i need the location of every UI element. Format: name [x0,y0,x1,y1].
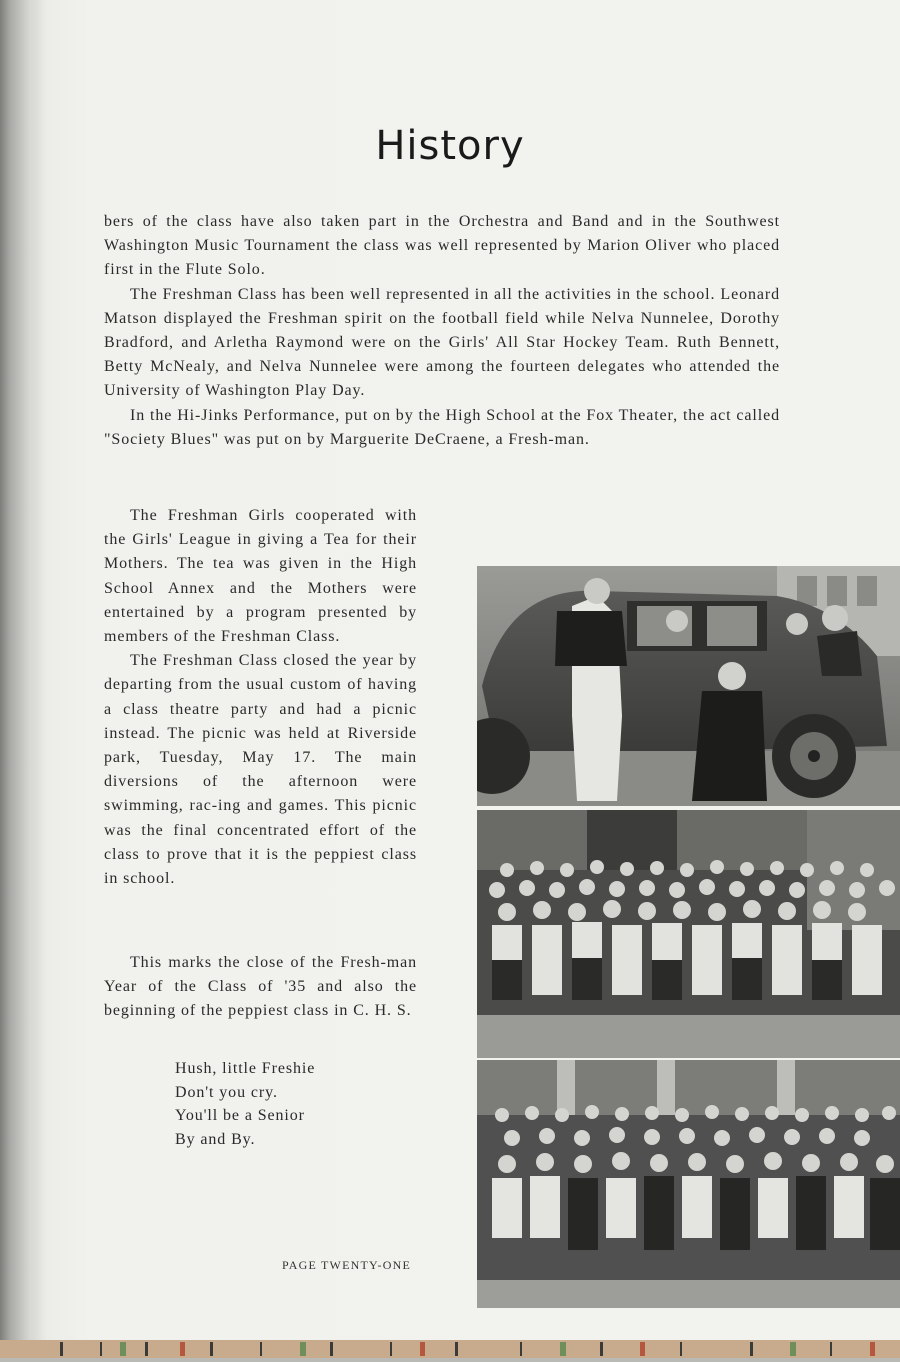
poem-line: Don't you cry. [175,1083,278,1101]
page-title: History [375,122,525,169]
photo-freshman-class-group [477,810,900,1058]
poem [175,1057,395,1151]
poem-line: You'll be a Senior [175,1107,305,1125]
photo-freshman-girls-group [477,1060,900,1308]
photo-students-with-car [477,566,900,806]
paragraph-picnic: The Freshman Class closed the year by departing from the usual custom of having a class theatre party and had a picnic instead. The picnic was held at Riverside park, Tuesday, May 17. The main diversions of the afternoon were swimming, rac-ing and games. This picnic was the final concentrated effort of the class to prove that it is the peppiest class in school. [104,652,417,888]
paragraph-activities: The Freshman Class has been well represented in all the activities in the school. Leonard Matson displayed the Freshman spirit on the football field while Nelva Nunnelee, Dorothy Bradford, and Arletha Raymond were on the Girls' All Star Hockey Team. Ruth Bennett, Betty McNealy, and Nelva Nunnelee were among the fourteen delegates who attended the University of Washington Play Day. [104,285,780,400]
history-text-wide [104,210,780,452]
paragraph-music: bers of the class have also taken part in the Orchestra and Band and in the Southwest Washington Music Tournament the class was well represented by Marion Oliver who placed first in the Flute Solo. [104,213,780,279]
paragraph-hijinks: In the Hi-Jinks Performance, put on by the High School at the Fox Theater, the act called "Society Blues" was put on by Marguerite DeCraene, a Fresh-man. [104,406,780,448]
page-number: PAGE TWENTY-ONE [282,1258,411,1272]
poem-line: By and By. [175,1130,256,1148]
decorative-cover-strip [0,1340,900,1358]
closing-paragraph [104,951,417,1024]
history-text-narrow [104,504,417,891]
poem-line: Hush, little Freshie [175,1060,316,1077]
paragraph-closing: This marks the close of the Fresh-man Year of the Class of '35 and also the beginning of the peppiest class in C. H. S. [104,954,417,1020]
book-spine-shadow [0,0,42,1340]
paragraph-tea: The Freshman Girls cooperated with the Girls' League in giving a Tea for their Mothers. The tea was given in the High School Annex and the Mothers were entertained by a program presented by members of the Freshman Class. [104,507,417,646]
